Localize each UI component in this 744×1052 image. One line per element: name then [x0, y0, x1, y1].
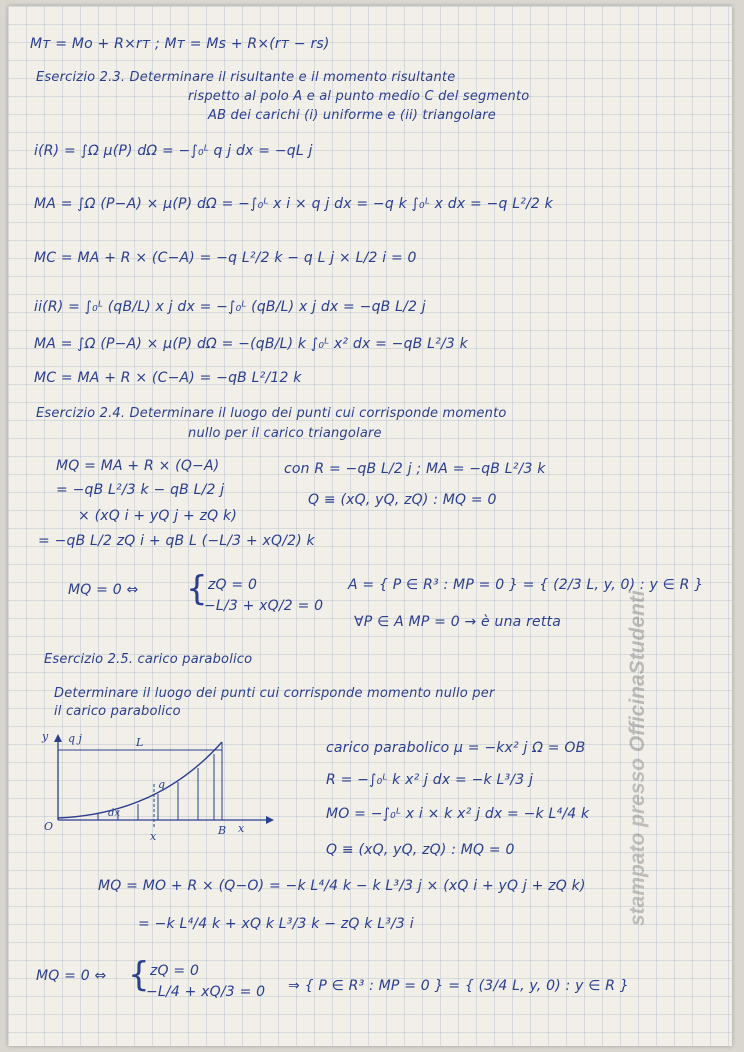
note-line: Determinare il luogo dei punti cui corrisponde momento nullo per: [54, 686, 495, 701]
formula-line: MQ = 0 ⇔: [36, 968, 107, 984]
y-axis-arrow: [54, 734, 62, 742]
formula-line: MA = ∫Ω (P−A) × μ(P) dΩ = −(qB/L) k ∫₀ᴸ x² dx = −qB L²/3 k: [34, 336, 468, 352]
formula-line: MA = ∫Ω (P−A) × μ(P) dΩ = −∫₀ᴸ x i × q j dx = −q k ∫₀ᴸ x dx = −q L²/2 k: [34, 196, 553, 212]
note-line: rispetto al polo A e al punto medio C del segmento: [188, 89, 530, 104]
note-line: Mт = Mo + R×rт ; Mт = Ms + R×(rт − rs): [30, 36, 330, 52]
formula-line: Q ≡ (xQ, yQ, zQ) : MQ = 0: [326, 842, 515, 858]
formula-line: MC = MA + R × (C−A) = −qB L²/12 k: [34, 370, 302, 386]
formula-line: i(R) = ∫Ω μ(P) dΩ = −∫₀ᴸ q j dx = −qL j: [34, 143, 313, 159]
x-axis-arrow: [266, 816, 274, 824]
formula-line: MC = MA + R × (C−A) = −q L²/2 k − q L j × L/2 i = 0: [34, 250, 417, 266]
system-brace: {: [128, 955, 150, 995]
watermark-prefix: stampato presso: [626, 752, 649, 926]
notebook-page: [8, 6, 732, 1046]
exercise-heading: Esercizio 2.5. carico parabolico: [44, 652, 253, 667]
section-label: x: [150, 830, 157, 843]
formula-line: zQ = 0: [208, 577, 258, 593]
span-label: L: [136, 736, 144, 749]
formula-line: = −k L⁴/4 k + xQ k L³/3 k − zQ k L³/3 i: [138, 916, 414, 932]
x-axis-label: x: [238, 822, 245, 835]
load-label: q j: [68, 732, 82, 745]
formula-line: ⇒ { P ∈ R³ : MP = 0 } = { (3/4 L, y, 0) : y ∈ R }: [288, 978, 629, 994]
print-watermark: [626, 590, 650, 926]
formula-line: = −qB L²/3 k − qB L/2 j: [56, 482, 225, 498]
parabolic-load-curve: [58, 742, 222, 818]
formula-line: ii(R) = ∫₀ᴸ (qB/L) x j dx = −∫₀ᴸ (qB/L) x j dx = −qB L/2 j: [34, 299, 426, 315]
formula-line: MQ = 0 ⇔: [68, 582, 139, 598]
system-brace: {: [186, 569, 208, 609]
watermark-brand: OfficinaStudenti: [626, 590, 649, 753]
note-line: nullo per il carico triangolare: [188, 426, 382, 441]
origin-label: O: [44, 820, 54, 833]
formula-line: zQ = 0: [150, 963, 200, 979]
formula-line: MQ = MO + R × (Q−O) = −k L⁴/4 k − k L³/3 j × (xQ i + yQ j + zQ k): [98, 878, 586, 894]
load-value-label: q: [158, 778, 166, 791]
formula-line: con R = −qB L/2 j ; MA = −qB L²/3 k: [284, 461, 546, 477]
formula-line: −L/3 + xQ/2 = 0: [204, 598, 324, 614]
formula-line: R = −∫₀ᴸ k x² j dx = −k L³/3 j: [326, 772, 534, 788]
formula-line: MQ = MA + R × (Q−A): [56, 458, 220, 474]
formula-line: Q ≡ (xQ, yQ, zQ) : MQ = 0: [308, 492, 497, 508]
formula-line: carico parabolico μ = −kx² j Ω = OB: [326, 740, 586, 756]
formula-line: MO = −∫₀ᴸ x i × k x² j dx = −k L⁴/4 k: [326, 806, 590, 822]
note-line: AB dei carichi (i) uniforme e (ii) triangolare: [208, 108, 497, 123]
end-point-label: B: [218, 824, 227, 837]
dx-label: dx: [108, 808, 121, 819]
exercise-heading: Esercizio 2.3. Determinare il risultante e il momento risultante: [36, 70, 456, 85]
formula-line: ∀P ∈ A MP = 0 → è una retta: [354, 614, 561, 630]
formula-line: × (xQ i + yQ j + zQ k): [78, 508, 237, 524]
exercise-heading: Esercizio 2.4. Determinare il luogo dei punti cui corrisponde momento: [36, 406, 507, 421]
parabolic-load-diagram: [38, 728, 278, 848]
formula-line: A = { P ∈ R³ : MP = 0 } = { (2/3 L, y, 0) : y ∈ R }: [348, 577, 704, 593]
note-line: il carico parabolico: [54, 704, 181, 719]
formula-line: −L/4 + xQ/3 = 0: [146, 984, 266, 1000]
formula-line: = −qB L/2 zQ i + qB L (−L/3 + xQ/2) k: [38, 533, 315, 549]
y-axis-label: y: [42, 730, 49, 743]
